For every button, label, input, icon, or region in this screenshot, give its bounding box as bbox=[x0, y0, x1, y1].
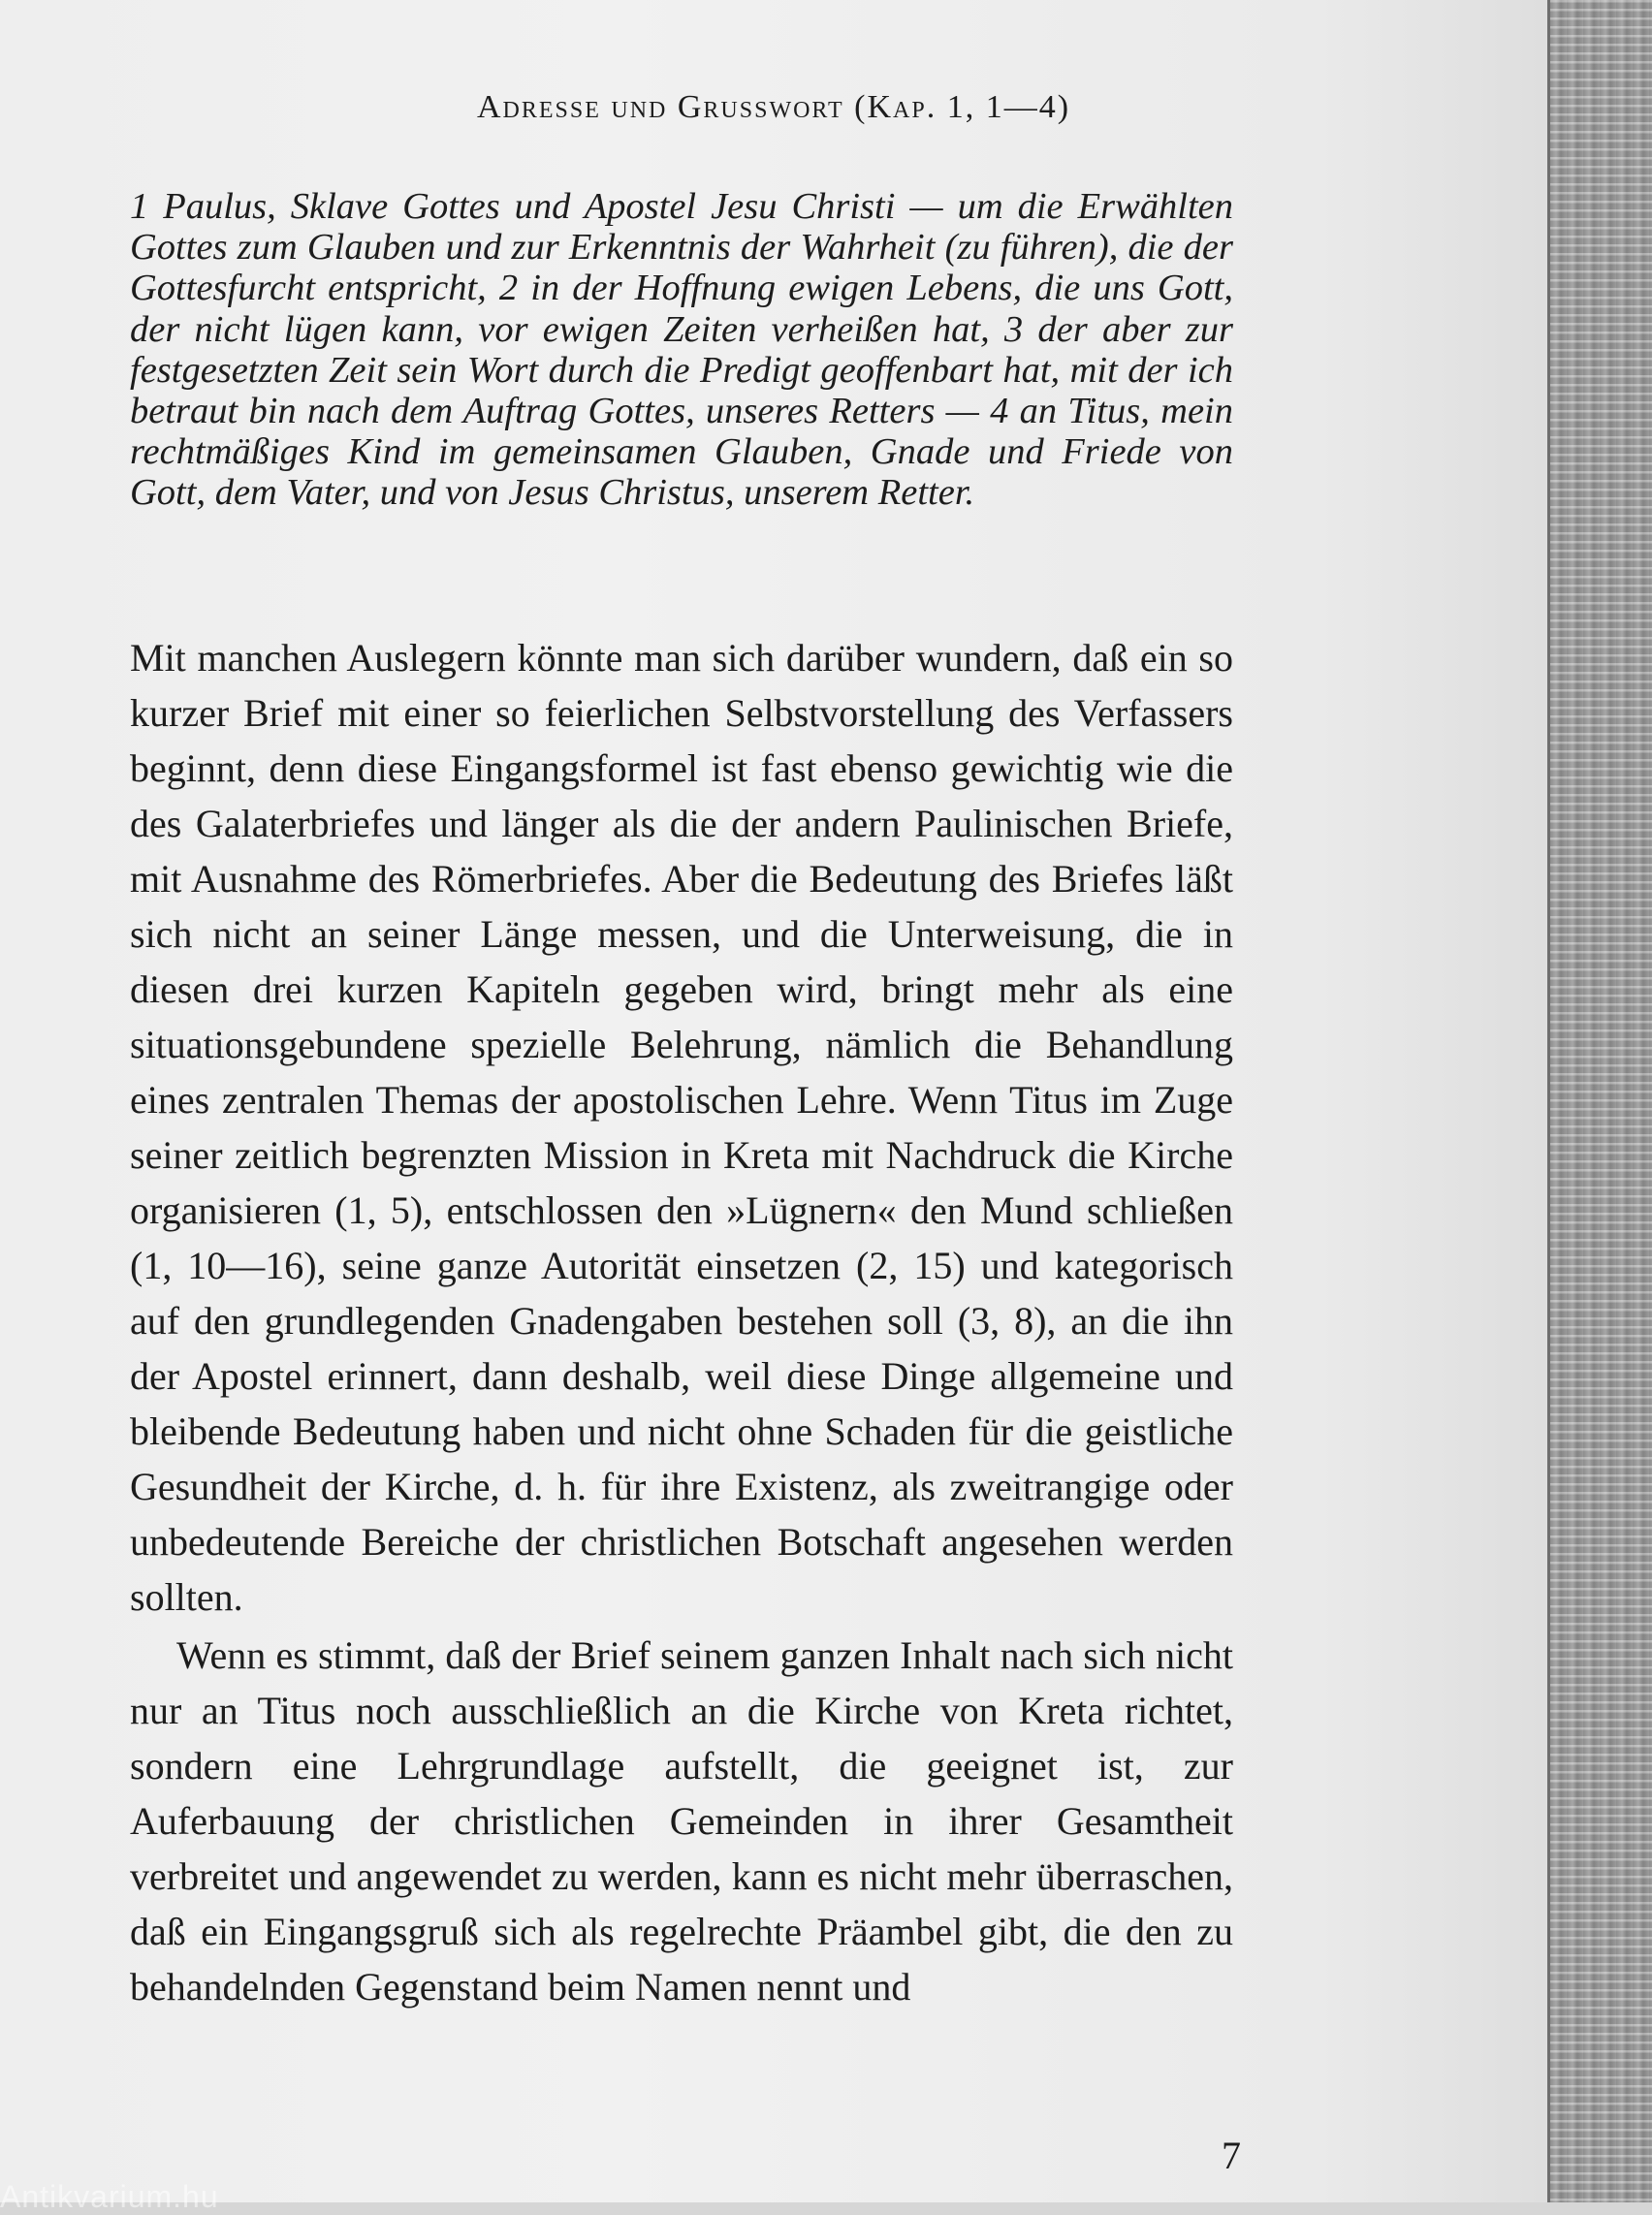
book-binding-edge bbox=[1547, 0, 1652, 2202]
scripture-verse-block: 1 Paulus, Sklave Gottes und Apostel Jesu Christi — um die Erwählten Gottes zum Glauben und zur Erkenntnis der Wahrheit (zu führen), die der Gottesfurcht entspricht, 2 in der Hoffnung ewigen Lebens, die uns Gott, der nicht lügen kann, vor ewigen Zeiten verheißen hat, 3 der aber zur festgesetzten Zeit sein Wort durch die Predigt geoffenbart hat, mit der ich betraut bin nach dem Auftrag Gottes, unseres Retters — 4 an Titus, mein rechtmäßiges Kind im gemeinsamen Glauben, Gnade und Friede von Gott, dem Vater, und von Jesus Christus, unserem Retter. bbox=[130, 186, 1233, 514]
paragraph-2: Wenn es stimmt, daß der Brief seinem ganzen Inhalt nach sich nicht nur an Titus noch ausschließlich an die Kirche von Kreta richtet, sondern eine Lehrgrundlage aufstellt, die geeignet ist, zur Auferbauung der christlichen Gemeinden in ihrer Gesamtheit verbreitet und angewendet zu werden, kann es nicht mehr überraschen, daß ein Eingangsgruß sich als regelrechte Präambel gibt, die den zu behandelnden Gegenstand beim Namen nennt und bbox=[130, 1633, 1233, 2009]
page-number: 7 bbox=[1222, 2134, 1241, 2177]
watermark: Antikvarium.hu bbox=[0, 2179, 219, 2214]
commentary-body bbox=[130, 630, 1233, 2014]
paragraph-1: Mit manchen Auslegern könnte man sich darüber wundern, daß ein so kurzer Brief mit einer so feierlichen Selbstvorstellung des Verfassers beginnt, denn diese Eingangsformel ist fast ebenso gewichtig wie die des Galaterbriefes und länger als die der andern Paulinischen Briefe, mit Ausnahme des Römerbriefes. Aber die Bedeutung des Briefes läßt sich nicht an seiner Länge messen, und die Unterweisung, die in diesen drei kurzen Kapiteln gegeben wird, bringt mehr als eine situationsgebundene spezielle Belehrung, nämlich die Behandlung eines zentralen Themas der apostolischen Lehre. Wenn Titus im Zuge seiner zeitlich begrenzten Mission in Kreta mit Nachdruck die Kirche organisieren (1, 5), entschlossen den »Lügnern« den Mund schließen (1, 10—16), seine ganze Autorität einsetzen (2, 15) und kategorisch auf den grundlegenden Gnadengaben bestehen soll (3, 8), an die ihn der Apostel erinnert, dann deshalb, weil diese Dinge allgemeine und bleibende Bedeutung haben und nicht ohne Schaden für die geistliche Gesundheit der Kirche, d. h. für ihre Existenz, als zweitrangige oder unbedeutende Bereiche der christlichen Botschaft angesehen werden sollten. bbox=[130, 636, 1233, 1619]
running-head: Adresse und Grusswort (Kap. 1, 1—4) bbox=[476, 89, 1071, 125]
